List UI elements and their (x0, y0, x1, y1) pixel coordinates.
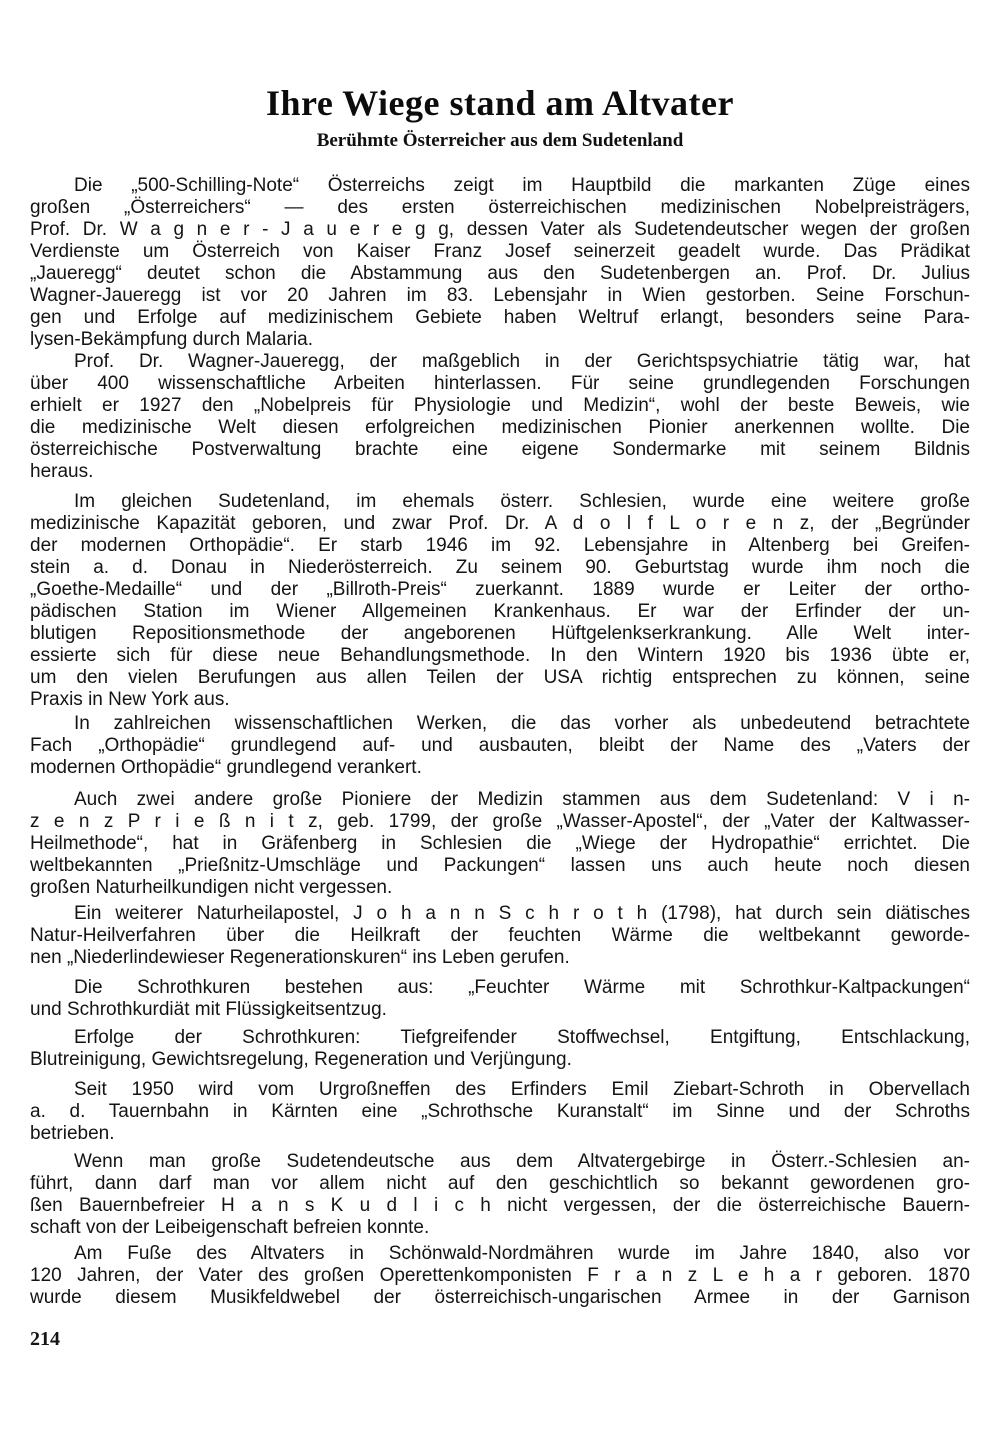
text-line: erhielt er 1927 den „Nobelpreis für Physiologie und Medizin“, wohl der beste Beweis, wie (30, 395, 970, 416)
text-line: Praxis in New York aus. (30, 689, 230, 710)
text-line: Die Schrothkuren bestehen aus: „Feuchter Wärme mit Schrothkur-Kaltpackungen“ (74, 977, 970, 998)
text-line: über 400 wissenschaftliche Arbeiten hinterlassen. Für seine grundlegenden Forschungen (30, 373, 970, 394)
text-line: ßen Bauernbefreier H a n s K u d l i c h nicht vergessen, der die österreichische Bauern- (30, 1195, 970, 1216)
text-line: Ein weiterer Naturheilapostel, J o h a n n S c h r o t h (1798), hat durch sein diätisches (74, 903, 970, 924)
text-line: Blutreinigung, Gewichtsregelung, Regeneration und Verjüngung. (30, 1049, 572, 1070)
text-line: betrieben. (30, 1123, 115, 1144)
text-line: führt, dann darf man vor allem nicht auf den geschichtlich so bekannt gewordenen gro- (30, 1173, 970, 1194)
text-line: blutigen Repositionsmethode der angeborenen Hüftgelenkserkrankung. Alle Welt inter- (30, 623, 970, 644)
text-line: die medizinische Welt diesen erfolgreichen medizinischen Pionier anerkennen wollte. Die (30, 417, 970, 438)
text-line: Die „500-Schilling-Note“ Österreichs zeigt im Hauptbild die markanten Züge eines (74, 175, 970, 196)
text-line: In zahlreichen wissenschaftlichen Werken, die das vorher als unbedeutend betrachtete (74, 713, 970, 734)
text-line: weltbekannten „Prießnitz-Umschläge und Packungen“ lassen uns auch heute noch diesen (30, 855, 970, 876)
text-line: Im gleichen Sudetenland, im ehemals österr. Schlesien, wurde eine weitere große (74, 491, 970, 512)
text-line: modernen Orthopädie“ grundlegend verankert. (30, 757, 422, 778)
paragraph (30, 713, 970, 779)
text-line: stein a. d. Donau in Niederösterreich. Zu seinem 90. Geburtstag wurde ihm noch die (30, 557, 970, 578)
text-line: großen Naturheilkundigen nicht vergessen. (30, 877, 393, 898)
paragraph (30, 789, 970, 899)
text-line: um den vielen Berufungen aus allen Teilen der USA richtig entsprechen zu können, seine (30, 667, 970, 688)
paragraph (30, 175, 970, 351)
text-line: essierte sich für diese neue Behandlungsmethode. In den Wintern 1920 bis 1936 übte er, (30, 645, 970, 666)
text-line: heraus. (30, 461, 94, 482)
paragraph (30, 1151, 970, 1239)
text-line: und Schrothkurdiät mit Flüssigkeitsentzug. (30, 999, 387, 1020)
text-line: lysen-Bekämpfung durch Malaria. (30, 329, 314, 350)
text-line: 120 Jahren, der Vater des großen Operettenkomponisten F r a n z L e h a r geboren. 1870 (30, 1265, 970, 1286)
article-title: Ihre Wiege stand am Altvater (266, 83, 734, 123)
text-line: pädischen Station im Wiener Allgemeinen Krankenhaus. Er war der Erfinder der un- (30, 601, 970, 622)
text-line: Wagner-Jaueregg ist vor 20 Jahren im 83. Lebensjahr in Wien gestorben. Seine Forschun- (30, 285, 970, 306)
text-line: nen „Niederlindewieser Regenerationskuren“ ins Leben gerufen. (30, 947, 570, 968)
text-line: a. d. Tauernbahn in Kärnten eine „Schrothsche Kuranstalt“ im Sinne und der Schroths (30, 1101, 970, 1122)
text-line: Verdienste um Österreich von Kaiser Franz Josef seinerzeit geadelt wurde. Das Prädikat (30, 241, 970, 262)
article-subtitle: Berühmte Österreicher aus dem Sudetenland (316, 130, 684, 151)
text-line: medizinische Kapazität geboren, und zwar Prof. Dr. A d o l f L o r e n z, der „Begründer (30, 513, 970, 534)
text-line: Seit 1950 wird vom Urgroßneffen des Erfinders Emil Ziebart-Schroth in Obervellach (74, 1079, 970, 1100)
text-line: Prof. Dr. Wagner-Jaueregg, der maßgeblich in der Gerichtspsychiatrie tätig war, hat (74, 351, 970, 372)
text-line: Am Fuße des Altvaters in Schönwald-Nordmähren wurde im Jahre 1840, also vor (74, 1243, 970, 1264)
text-line: schaft von der Leibeigenschaft befreien konnte. (30, 1217, 430, 1238)
paragraph (30, 1027, 970, 1071)
text-line: Natur-Heilverfahren über die Heilkraft der feuchten Wärme die weltbekannt geworde- (30, 925, 970, 946)
paragraph (30, 903, 970, 969)
text-line: „Goethe-Medaille“ und der „Billroth-Preis“ zuerkannt. 1889 wurde er Leiter der ortho- (30, 579, 970, 600)
page-number: 214 (30, 1328, 60, 1350)
paragraph (30, 977, 970, 1021)
text-line: großen „Österreichers“ — des ersten österreichischen medizinischen Nobelpreisträgers, (30, 197, 970, 218)
text-line: wurde diesem Musikfeldwebel der österreichisch-ungarischen Armee in der Garnison (30, 1287, 970, 1308)
text-line: „Jaueregg“ deutet schon die Abstammung aus den Sudetenbergen an. Prof. Dr. Julius (30, 263, 970, 284)
paragraph (30, 351, 970, 483)
text-line: gen und Erfolge auf medizinischem Gebiete haben Weltruf erlangt, besonders seine Para- (30, 307, 970, 328)
text-line: Auch zwei andere große Pioniere der Medizin stammen aus dem Sudetenland: V i n- (74, 789, 970, 810)
text-line: Erfolge der Schrothkuren: Tiefgreifender Stoffwechsel, Entgiftung, Entschlackung, (74, 1027, 970, 1048)
text-line: Heilmethode“, hat in Gräfenberg in Schlesien die „Wiege der Hydropathie“ errichtet. Die (30, 833, 970, 854)
text-line: Wenn man große Sudetendeutsche aus dem Altvatergebirge in Österr.-Schlesien an- (74, 1151, 970, 1172)
paragraph (30, 1079, 970, 1145)
paragraph (30, 1243, 970, 1309)
text-line: Fach „Orthopädie“ grundlegend auf- und ausbauten, bleibt der Name des „Vaters der (30, 735, 970, 756)
text-line: der modernen Orthopädie“. Er starb 1946 im 92. Lebensjahre in Altenberg bei Greifen- (30, 535, 970, 556)
text-line: österreichische Postverwaltung brachte eine eigene Sondermarke mit seinem Bildnis (30, 439, 970, 460)
text-line: Prof. Dr. W a g n e r - J a u e r e g g, dessen Vater als Sudetendeutscher wegen der großen (30, 219, 970, 240)
paragraph (30, 491, 970, 711)
text-line: z e n z P r i e ß n i t z, geb. 1799, der große „Wasser-Apostel“, der „Vater der Kaltwasser- (30, 811, 970, 832)
